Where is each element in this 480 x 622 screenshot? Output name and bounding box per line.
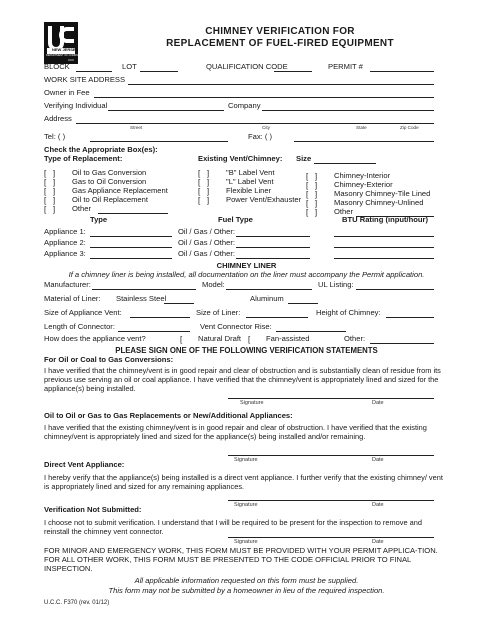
size-of-liner-label: Size of Liner: — [196, 308, 241, 317]
natural-draft-label: Natural Draft — [198, 334, 242, 343]
company-field[interactable] — [262, 110, 434, 111]
manufacturer-field[interactable] — [92, 289, 196, 290]
statement-3-signature-field[interactable] — [228, 500, 434, 501]
logo-subtext-2: UCC — [68, 58, 75, 62]
fan-assisted-label: Fan-assisted — [266, 334, 310, 343]
tel-field[interactable] — [90, 141, 228, 142]
logo-subtext: DEPARTMENT OF COMMUNITY AFFAIRS — [46, 54, 96, 57]
checkbox-chimney-exterior[interactable]: [ ] — [306, 181, 318, 190]
zip-caption: Zip Code — [400, 125, 419, 130]
vent-option-3: Flexible Liner — [226, 186, 272, 195]
type-option-4: Oil to Oil Replacement — [72, 195, 148, 204]
footer-note-1: All applicable information requested on this form must be supplied. — [134, 576, 359, 585]
appliance-3-label: Appliance 3: — [44, 249, 86, 258]
checkbox-flex-liner[interactable]: [ ] — [198, 187, 210, 196]
checkbox-oil-to-oil[interactable]: [ ] — [44, 196, 56, 205]
checkbox-oil-to-gas[interactable]: [ ] — [44, 169, 56, 178]
length-of-connector-label: Length of Connector: — [44, 322, 115, 331]
block-field[interactable] — [76, 71, 112, 72]
statement-1-signature-caption: Signature — [240, 400, 264, 406]
checkbox-fan-assisted[interactable]: [ — [248, 335, 251, 344]
aluminum-field[interactable] — [288, 303, 318, 304]
vent-option-2: "L" Label Vent — [226, 177, 274, 186]
appliance-2-label: Appliance 2: — [44, 238, 86, 247]
statement-2-signature-field[interactable] — [228, 455, 434, 456]
type-option-other: Other — [72, 204, 91, 213]
nj-dca-logo — [44, 22, 96, 64]
statement-1-date-caption: Date — [372, 400, 384, 406]
statement-1-text: I have verified that the chimney/vent is in good repair and clear of obstruction and is substantially clean of residue from its previous use serving an oil or coal appliance. I have verified that the chimney/vent is appropriately lined and sized for the appliance(s) being installed. — [44, 366, 441, 394]
statement-4-signature-caption: Signature — [234, 539, 258, 545]
size-of-liner-field[interactable] — [246, 317, 308, 318]
logo-text: NEW JERSEY — [52, 47, 79, 52]
model-label: Model: — [202, 280, 225, 289]
height-of-chimney-label: Height of Chimney: — [316, 308, 381, 317]
type-option-3: Gas Appliance Replacement — [72, 186, 168, 195]
vent-option-1: "B" Label Vent — [226, 168, 275, 177]
address-label: Address — [44, 114, 72, 123]
statement-3-text: I hereby verify that the appliance(s) being installed is a direct vent appliance. I further verify that the existing chimney/ vent is appropriately lined and sized for any remaining appliances. — [44, 473, 443, 492]
appliance-2-type-field[interactable] — [90, 247, 172, 248]
appliance-1-type-field[interactable] — [90, 236, 172, 237]
stainless-steel-field[interactable] — [164, 303, 194, 304]
statement-2-signature-caption: Signature — [234, 457, 258, 463]
appliance-1-fuel-field[interactable] — [236, 236, 310, 237]
appliance-2-fuel-label: Oil / Gas / Other: — [178, 238, 235, 247]
type-column-heading: Type — [90, 215, 108, 224]
statement-4-date-caption: Date — [372, 539, 384, 545]
fax-label: Fax: ( ) — [248, 132, 273, 141]
chimney-liner-heading: CHIMNEY LINER — [216, 261, 277, 270]
existing-vent-heading: Existing Vent/Chimney: — [198, 154, 283, 163]
vent-connector-rise-label: Vent Connector Rise: — [200, 322, 272, 331]
type-option-2: Gas to Oil Conversion — [72, 177, 147, 186]
state-caption: State — [356, 125, 367, 130]
appliance-2-fuel-field[interactable] — [236, 247, 310, 248]
appliance-1-fuel-label: Oil / Gas / Other: — [178, 227, 235, 236]
appliance-3-btu-field[interactable] — [334, 258, 434, 259]
permit-field[interactable] — [370, 71, 434, 72]
lot-label: LOT — [122, 62, 137, 71]
aluminum-label: Aluminum — [250, 294, 284, 303]
appliance-3-fuel-field[interactable] — [236, 258, 310, 259]
appliance-1-btu-field[interactable] — [334, 236, 434, 237]
checkbox-masonry-lined[interactable]: [ ] — [306, 190, 318, 199]
vent-option-4: Power Vent/Exhauster — [226, 195, 302, 204]
type-of-replacement-heading: Type of Replacement: — [44, 154, 123, 163]
manufacturer-label: Manufacturer: — [44, 280, 91, 289]
qualification-code-label: QUALIFICATION CODE — [206, 62, 288, 71]
appliance-3-type-field[interactable] — [90, 258, 172, 259]
fuel-type-column-heading: Fuel Type — [218, 215, 253, 224]
type-other-field[interactable] — [98, 213, 168, 214]
statement-1-signature-field[interactable] — [228, 398, 434, 399]
chimney-option-other: Other — [334, 207, 353, 216]
checkbox-gas-appliance[interactable]: [ ] — [44, 187, 56, 196]
appliance-1-label: Appliance 1: — [44, 227, 86, 236]
owner-label: Owner in Fee — [44, 88, 90, 97]
length-of-connector-field[interactable] — [118, 331, 190, 332]
statement-1-heading: For Oil or Coal to Gas Conversions: — [44, 355, 174, 364]
vent-other-field[interactable] — [370, 343, 434, 344]
owner-field[interactable] — [94, 97, 434, 98]
type-option-1: Oil to Gas Conversion — [72, 168, 147, 177]
statement-2-heading: Oil to Oil or Gas to Gas Replacements or New/Additional Appliances: — [44, 411, 293, 420]
btu-column-heading: BTU Rating (input/hour) — [342, 215, 429, 224]
material-of-liner-label: Material of Liner: — [44, 294, 101, 303]
size-label: Size — [296, 154, 312, 163]
size-appliance-vent-label: Size of Appliance Vent: — [44, 308, 122, 317]
form-title-line2: REPLACEMENT OF FUEL-FIRED EQUIPMENT — [166, 38, 394, 49]
statement-2-text: I have verified that the existing chimney/vent is in good repair and clear of obstruction. I have verified that the existing chimney/vent is appropriately lined and sized for the appliance(s) being installed and/or remaining. — [44, 423, 427, 442]
checkbox-b-vent[interactable]: [ ] — [198, 169, 210, 178]
company-label: Company — [228, 101, 261, 110]
city-caption: City — [262, 125, 270, 130]
form-id: U.C.C. F370 (rev. 01/12) — [44, 600, 110, 606]
statement-4-heading: Verification Not Submitted: — [44, 505, 142, 514]
verification-heading: PLEASE SIGN ONE OF THE FOLLOWING VERIFICATION STATEMENTS — [115, 346, 378, 355]
model-field[interactable] — [226, 289, 312, 290]
chimney-option-2: Chimney-Exterior — [334, 180, 393, 189]
chimney-liner-note: If a chimney liner is being installed, all documentation on the liner must accompany the Permit application. — [68, 270, 425, 279]
size-appliance-vent-field[interactable] — [130, 317, 190, 318]
appliance-2-btu-field[interactable] — [334, 247, 434, 248]
fax-field[interactable] — [294, 141, 434, 142]
checkbox-natural-draft[interactable]: [ — [180, 335, 183, 344]
ul-listing-label: UL Listing: — [318, 280, 354, 289]
footer-note-2: This form may not be submitted by a homeowner in lieu of the required inspection. — [108, 586, 385, 595]
statement-3-date-caption: Date — [372, 502, 384, 508]
qualification-code-field[interactable] — [274, 71, 312, 72]
checkbox-chimney-interior[interactable]: [ ] — [306, 172, 318, 181]
street-caption: Street — [130, 125, 143, 130]
chimney-option-1: Chimney-Interior — [334, 171, 391, 180]
checkbox-masonry-unlined[interactable]: [ ] — [306, 199, 318, 208]
chimney-option-4: Masonry Chimney-Unlined — [334, 198, 424, 207]
checkbox-gas-to-oil[interactable]: [ ] — [44, 178, 56, 187]
chimney-option-3: Masonry Chimney-Tile Lined — [334, 189, 431, 198]
tel-label: Tel: ( ) — [44, 132, 66, 141]
statement-4-text: I choose not to submit verification. I understand that I will be required to be present for the inspection to remove and reinstall the chimney vent connector. — [44, 518, 422, 537]
appliance-3-fuel-label: Oil / Gas / Other: — [178, 249, 235, 258]
verifying-individual-label: Verifying Individual — [44, 101, 108, 110]
work-site-address-field[interactable] — [128, 84, 434, 85]
form-title-line1: CHIMNEY VERIFICATION FOR — [205, 26, 355, 37]
checkbox-power-vent[interactable]: [ ] — [198, 196, 210, 205]
checkbox-chimney-other[interactable]: [ ] — [306, 208, 318, 217]
address-field[interactable] — [76, 123, 434, 124]
checkbox-l-vent[interactable]: [ ] — [198, 178, 210, 187]
work-site-address-label: WORK SITE ADDRESS — [44, 75, 126, 84]
size-field[interactable] — [314, 163, 376, 164]
permit-label: PERMIT # — [328, 62, 363, 71]
vent-connector-rise-field[interactable] — [276, 331, 346, 332]
check-heading: Check the Appropriate Box(es): — [44, 145, 158, 154]
lot-field[interactable] — [140, 71, 178, 72]
how-vent-label: How does the appliance vent? — [44, 334, 146, 343]
verifying-individual-field[interactable] — [108, 110, 224, 111]
footer-notice: FOR MINOR AND EMERGENCY WORK, THIS FORM MUST BE PROVIDED WITH YOUR PERMIT APPLICA-TION. FOR ALL OTHER WORK, THIS FORM MUST BE PRESENTED TO THE CODE OFFICIAL PRIOR TO FINAL INSPECTION. — [44, 546, 438, 574]
statement-4-signature-field[interactable] — [228, 537, 434, 538]
height-of-chimney-field[interactable] — [386, 317, 434, 318]
statement-3-signature-caption: Signature — [234, 502, 258, 508]
statement-2-date-caption: Date — [372, 457, 384, 463]
checkbox-type-other[interactable]: [ ] — [44, 205, 56, 214]
ul-listing-field[interactable] — [356, 289, 434, 290]
vent-other-label: Other: — [344, 334, 366, 343]
stainless-steel-label: Stainless Steel — [116, 294, 167, 303]
statement-3-heading: Direct Vent Appliance: — [44, 460, 125, 469]
block-label: BLOCK — [44, 62, 70, 71]
